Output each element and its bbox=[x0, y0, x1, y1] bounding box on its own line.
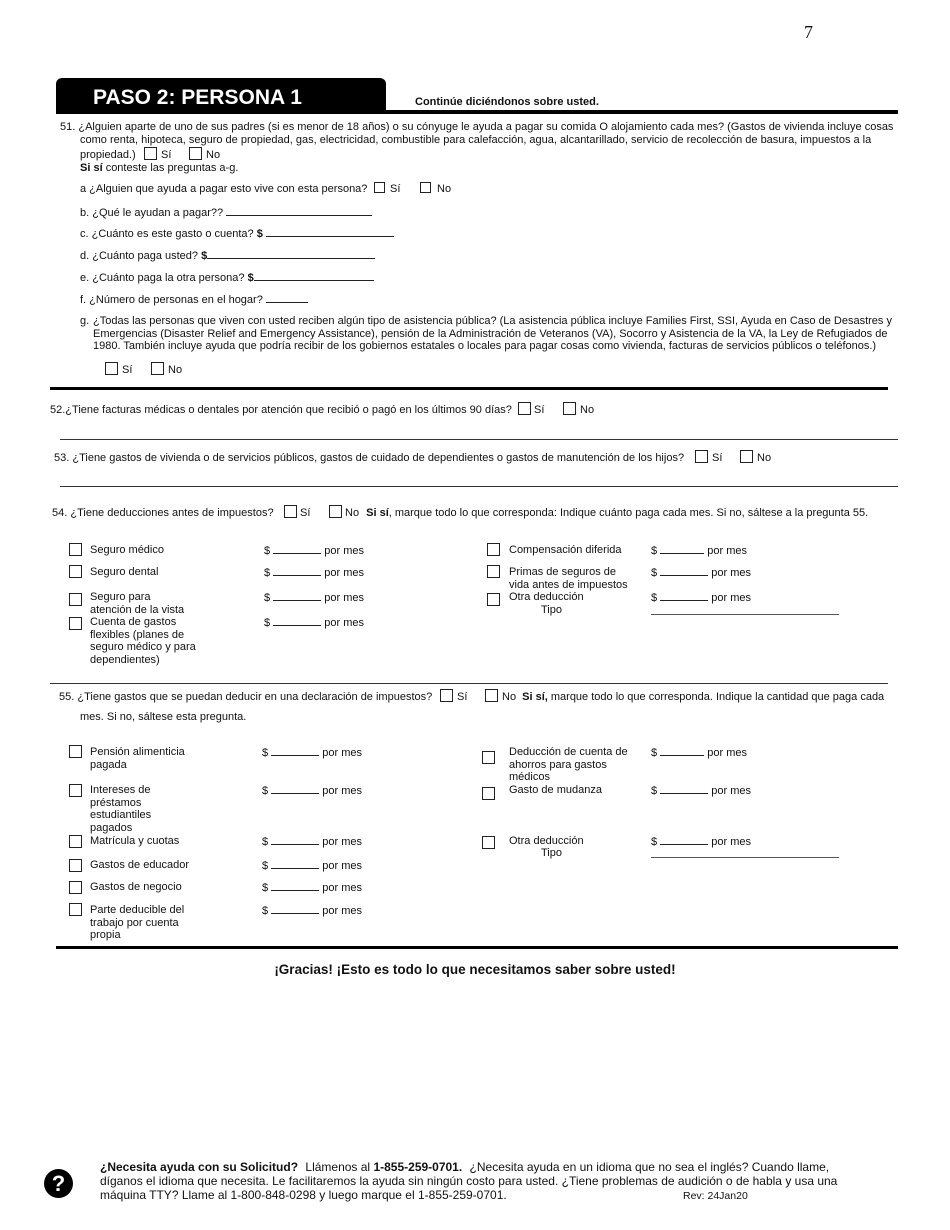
q51d-dollar: $ bbox=[201, 250, 208, 262]
q54-item-label: Cuenta de gastos flexibles (planes de seguro médico y para dependientes) bbox=[90, 616, 196, 666]
q55-item-checkbox[interactable] bbox=[69, 903, 82, 916]
q54-no-label: No bbox=[345, 507, 360, 519]
q55-amount bbox=[262, 859, 362, 872]
help-icon-glyph: ? bbox=[51, 1171, 66, 1196]
q54-amount-line[interactable] bbox=[273, 591, 321, 601]
q54-item-checkbox[interactable] bbox=[69, 565, 82, 578]
q54-amount bbox=[264, 544, 364, 557]
q55-if-yes-rest: marque todo lo que corresponda. Indique la cantidad que paga cada bbox=[550, 691, 885, 703]
q54-amount-line[interactable] bbox=[273, 566, 321, 576]
q55-per-month: por mes bbox=[322, 836, 362, 848]
q51f-text: f. ¿Número de personas en el hogar? bbox=[80, 294, 263, 306]
q55-amount-line[interactable] bbox=[271, 859, 319, 869]
q55-amount-dollar: $ bbox=[262, 905, 269, 917]
q54-amount-line[interactable] bbox=[273, 544, 321, 554]
q54-item-label: Seguro médico bbox=[90, 544, 164, 556]
q55-amount bbox=[262, 904, 362, 917]
q55-amount bbox=[651, 835, 751, 848]
q55-type-line[interactable] bbox=[651, 857, 839, 858]
q53-divider bbox=[60, 486, 898, 487]
revision-label: Rev: 24Jan20 bbox=[683, 1190, 748, 1202]
q54-per-month: por mes bbox=[324, 617, 364, 629]
q53-no-label: No bbox=[757, 452, 772, 464]
q51e-answer-line[interactable] bbox=[254, 271, 374, 281]
q55-amount-line[interactable] bbox=[271, 784, 319, 794]
q54-amount-dollar: $ bbox=[264, 617, 271, 629]
q51-yes-label: Sí bbox=[161, 149, 172, 161]
q55-item-label: Gasto de mudanza bbox=[509, 784, 602, 796]
q51g-yes-checkbox[interactable] bbox=[105, 362, 118, 375]
q54-item-checkbox[interactable] bbox=[69, 543, 82, 556]
q54-type-label: Tipo bbox=[541, 604, 562, 616]
q54-yes-checkbox[interactable] bbox=[284, 505, 297, 518]
q55-item-checkbox[interactable] bbox=[482, 836, 495, 849]
q53-no-checkbox[interactable] bbox=[740, 450, 753, 463]
q54-amount-line[interactable] bbox=[660, 591, 708, 601]
q55-item-label: Gastos de negocio bbox=[90, 881, 182, 893]
q54-item-label: Compensación diferida bbox=[509, 544, 622, 556]
q54-amount-dollar: $ bbox=[264, 592, 271, 604]
q51c-row bbox=[80, 227, 394, 240]
q51d-text: d. ¿Cuánto paga usted? bbox=[80, 250, 199, 262]
q52-yes-label: Sí bbox=[534, 404, 545, 416]
q55-per-month: por mes bbox=[711, 785, 751, 797]
q54-item-label: Primas de seguros de vida antes de impuestos bbox=[509, 566, 628, 591]
header-rule bbox=[56, 110, 898, 114]
q53-yes-label: Sí bbox=[712, 452, 723, 464]
q55-amount-dollar: $ bbox=[651, 747, 658, 759]
q54-item-checkbox[interactable] bbox=[487, 593, 500, 606]
q54-no-row bbox=[345, 507, 868, 519]
q53-yes-checkbox[interactable] bbox=[695, 450, 708, 463]
q55-per-month: por mes bbox=[322, 905, 362, 917]
q51e-dollar: $ bbox=[247, 272, 254, 284]
q55-per-month: por mes bbox=[707, 747, 747, 759]
q51b-answer-line[interactable] bbox=[226, 206, 372, 216]
q54-no-checkbox[interactable] bbox=[329, 505, 342, 518]
q51g-no-label: No bbox=[168, 364, 183, 376]
footer-line2: díganos el idioma que necesita. Le facilitaremos la ayuda sin ningún costo para usted. ¿Tiene problemas de audición o de habla y usa una bbox=[100, 1174, 838, 1188]
page-number: 7 bbox=[804, 22, 813, 42]
q54-amount-line[interactable] bbox=[660, 566, 708, 576]
footer-line1 bbox=[100, 1160, 829, 1174]
q54-amount bbox=[651, 544, 747, 557]
q51g-text: ¿Todas las personas que viven con usted reciben algún tipo de asistencia pública? (La asistencia pública incluye Families First, SSI, Ayuda en Caso de Desastres y Emergencias (Disaster Relief and Emergency Assistance), pensión de la Administración de Veteranos (VA), Socorro y Asistencia de la VA, la Ley de Refugiados de 1980. También incluye ayuda que podría recibir de los gobiernos estatales o locales para pagar cosas como vivienda, facturas de servicios públicos o teléfonos.) bbox=[93, 315, 892, 352]
q55-per-month: por mes bbox=[322, 860, 362, 872]
q55-no-row bbox=[502, 691, 884, 703]
q55-item-checkbox[interactable] bbox=[69, 784, 82, 797]
footer-help-bold: ¿Necesita ayuda con su Solicitud? bbox=[100, 1160, 299, 1174]
q54-per-month: por mes bbox=[711, 567, 751, 579]
q54-amount bbox=[264, 616, 364, 629]
footer-phone: 1-855-259-0701. bbox=[373, 1160, 463, 1174]
footer-call-text: Llámenos al bbox=[305, 1160, 371, 1174]
q55-if-yes-bold: Si sí, bbox=[522, 691, 548, 703]
q55-yes-checkbox[interactable] bbox=[440, 689, 453, 702]
q51g-yes-label: Sí bbox=[122, 364, 133, 376]
step-subtitle: Continúe diciéndonos sobre usted. bbox=[415, 96, 599, 108]
q55-amount-dollar: $ bbox=[651, 785, 658, 797]
q51-if-yes-rest: conteste las preguntas a-g. bbox=[105, 162, 239, 174]
q55-per-month: por mes bbox=[711, 836, 751, 848]
q54-item-checkbox[interactable] bbox=[487, 543, 500, 556]
q54-amount-line[interactable] bbox=[273, 616, 321, 626]
q54-if-yes-bold: Si sí bbox=[366, 507, 389, 519]
q54-amount bbox=[264, 566, 364, 579]
q54-amount-dollar: $ bbox=[651, 567, 658, 579]
q51-text-end: propiedad.) bbox=[80, 149, 136, 161]
q55-amount-dollar: $ bbox=[651, 836, 658, 848]
q51a-text: a ¿Alguien que ayuda a pagar esto vive con esta persona? bbox=[80, 183, 368, 195]
q55-item-checkbox[interactable] bbox=[69, 881, 82, 894]
q51-bottom-rule bbox=[50, 387, 888, 390]
q55-item-checkbox[interactable] bbox=[482, 751, 495, 764]
q51e-text: e. ¿Cuánto paga la otra persona? bbox=[80, 272, 245, 284]
q54-per-month: por mes bbox=[711, 592, 751, 604]
q52-yes-checkbox[interactable] bbox=[518, 402, 531, 415]
q54-if-yes-rest: , marque todo lo que corresponda: Indique cuánto paga cada mes. Si no, sáltese a la pregunta 55. bbox=[388, 507, 869, 519]
q53-text: 53. ¿Tiene gastos de vivienda o de servicios públicos, gastos de cuidado de dependientes o gastos de manutención de los hijos? bbox=[54, 452, 685, 464]
q55-item-checkbox[interactable] bbox=[69, 745, 82, 758]
q55-amount bbox=[262, 881, 362, 894]
footer-line1-rest: ¿Necesita ayuda en un idioma que no sea el inglés? Cuando llame, bbox=[469, 1160, 830, 1174]
q52-no-checkbox[interactable] bbox=[563, 402, 576, 415]
q55-amount bbox=[262, 835, 362, 848]
q54-amount bbox=[651, 566, 751, 579]
q55-text: 55. ¿Tiene gastos que se puedan deducir en una declaración de impuestos? bbox=[59, 691, 433, 703]
q51-text: 51. ¿Alguien aparte de uno de sus padres (si es menor de 18 años) o su cónyuge le ayuda a pagar su comida O alojamiento cada mes? (Gastos de vivienda incluye cosas bbox=[60, 121, 894, 133]
q55-amount-line[interactable] bbox=[271, 746, 319, 756]
q54-amount-dollar: $ bbox=[651, 545, 658, 557]
q55-amount bbox=[651, 746, 747, 759]
q55-amount-line[interactable] bbox=[271, 881, 319, 891]
q51g-label: g. bbox=[80, 315, 90, 327]
q55-amount-dollar: $ bbox=[262, 785, 269, 797]
q54-per-month: por mes bbox=[324, 567, 364, 579]
q51-text-cont: como renta, hipoteca, seguro de propiedad, gas, electricidad, combustible para calefacción, agua, alcantarillado, servicio de recolección de basura, impuestos a la bbox=[80, 134, 872, 146]
q51-no-checkbox[interactable] bbox=[189, 147, 202, 160]
q55-no-checkbox[interactable] bbox=[485, 689, 498, 702]
q55-yes-label: Sí bbox=[457, 691, 468, 703]
q51a-no-checkbox[interactable] bbox=[420, 182, 431, 193]
q55-amount-line[interactable] bbox=[660, 835, 708, 845]
q51d-answer-line[interactable] bbox=[207, 249, 375, 259]
q51c-dollar: $ bbox=[256, 228, 263, 240]
q51-yes-checkbox[interactable] bbox=[144, 147, 157, 160]
q55-text-cont: mes. Si no, sáltese esta pregunta. bbox=[80, 711, 247, 723]
q55-item-label: Pensión alimenticia pagada bbox=[90, 746, 185, 771]
q55-type-label: Tipo bbox=[541, 847, 562, 859]
q51c-answer-line[interactable] bbox=[266, 227, 394, 237]
q51-if-yes bbox=[80, 162, 238, 174]
q55-amount-line[interactable] bbox=[660, 784, 708, 794]
q51-if-yes-bold: Si sí bbox=[80, 162, 103, 174]
q54-text: 54. ¿Tiene deducciones antes de impuestos? bbox=[52, 507, 274, 519]
q51f-row bbox=[80, 293, 308, 306]
q54-amount-dollar: $ bbox=[651, 592, 658, 604]
q55-item-label: Otra deducción bbox=[509, 835, 584, 847]
q55-item-label: Deducción de cuenta de ahorros para gastos médicos bbox=[509, 746, 628, 783]
q54-amount bbox=[264, 591, 364, 604]
q55-amount-line[interactable] bbox=[660, 746, 704, 756]
q54-amount-dollar: $ bbox=[264, 545, 271, 557]
q51a-yes-label: Sí bbox=[390, 183, 401, 195]
q51g-no-checkbox[interactable] bbox=[151, 362, 164, 375]
q52-text: 52.¿Tiene facturas médicas o dentales por atención que recibió o pagó en los últimos 90 días? bbox=[50, 404, 512, 416]
q55-item-checkbox[interactable] bbox=[69, 859, 82, 872]
q54-item-label: Otra deducción bbox=[509, 591, 584, 603]
q54-amount-line[interactable] bbox=[660, 544, 704, 554]
q54-amount-dollar: $ bbox=[264, 567, 271, 579]
q55-amount-line[interactable] bbox=[271, 904, 319, 914]
q52-no-label: No bbox=[580, 404, 595, 416]
q55-amount-line[interactable] bbox=[271, 835, 319, 845]
q55-item-label: Gastos de educador bbox=[90, 859, 190, 871]
q54-divider bbox=[50, 683, 888, 684]
q55-bottom-rule bbox=[56, 946, 898, 949]
q54-per-month: por mes bbox=[324, 545, 364, 557]
q55-amount bbox=[262, 784, 362, 797]
q55-item-checkbox[interactable] bbox=[69, 835, 82, 848]
q51d-row bbox=[80, 249, 375, 262]
footer-line3: máquina TTY? Llame al 1-800-848-0298 y luego marque el 1-855-259-0701. bbox=[100, 1188, 507, 1202]
q55-per-month: por mes bbox=[322, 747, 362, 759]
q55-amount bbox=[651, 784, 751, 797]
q54-per-month: por mes bbox=[707, 545, 747, 557]
q55-amount bbox=[262, 746, 362, 759]
thanks-message: ¡Gracias! ¡Esto es todo lo que necesitamos saber sobre usted! bbox=[274, 962, 676, 977]
q55-amount-dollar: $ bbox=[262, 882, 269, 894]
q54-item-checkbox[interactable] bbox=[69, 617, 82, 630]
q55-amount-dollar: $ bbox=[262, 860, 269, 872]
q54-item-label: Seguro para atención de la vista bbox=[90, 591, 185, 616]
q52-divider bbox=[60, 439, 898, 440]
q54-amount bbox=[651, 591, 751, 604]
q51a-yes-checkbox[interactable] bbox=[374, 182, 385, 193]
q51b-text: b. ¿Qué le ayudan a pagar?? bbox=[80, 207, 224, 219]
q55-no-label: No bbox=[502, 691, 517, 703]
q54-item-checkbox[interactable] bbox=[69, 593, 82, 606]
q55-item-label: Parte deducible del trabajo por cuenta propia bbox=[90, 904, 185, 941]
q55-item-label: Intereses de préstamos estudiantiles pagados bbox=[90, 784, 152, 834]
q54-item-checkbox[interactable] bbox=[487, 565, 500, 578]
q54-type-line[interactable] bbox=[651, 614, 839, 615]
step-title: PASO 2: PERSONA 1 bbox=[93, 86, 302, 109]
q51c-text: c. ¿Cuánto es este gasto o cuenta? bbox=[80, 228, 254, 240]
q51a-no-label: No bbox=[437, 183, 452, 195]
q54-yes-label: Sí bbox=[300, 507, 311, 519]
q55-per-month: por mes bbox=[322, 882, 362, 894]
q54-item-label: Seguro dental bbox=[90, 566, 159, 578]
q55-amount-dollar: $ bbox=[262, 747, 269, 759]
q55-amount-dollar: $ bbox=[262, 836, 269, 848]
q55-item-checkbox[interactable] bbox=[482, 787, 495, 800]
q55-per-month: por mes bbox=[322, 785, 362, 797]
q51-no-label: No bbox=[206, 149, 221, 161]
q55-item-label: Matrícula y cuotas bbox=[90, 835, 180, 847]
help-icon bbox=[44, 1169, 73, 1198]
q51e-row bbox=[80, 271, 374, 284]
q54-per-month: por mes bbox=[324, 592, 364, 604]
q51f-answer-line[interactable] bbox=[266, 293, 308, 303]
step-header-tab bbox=[56, 78, 386, 114]
q51b-row bbox=[80, 206, 372, 219]
